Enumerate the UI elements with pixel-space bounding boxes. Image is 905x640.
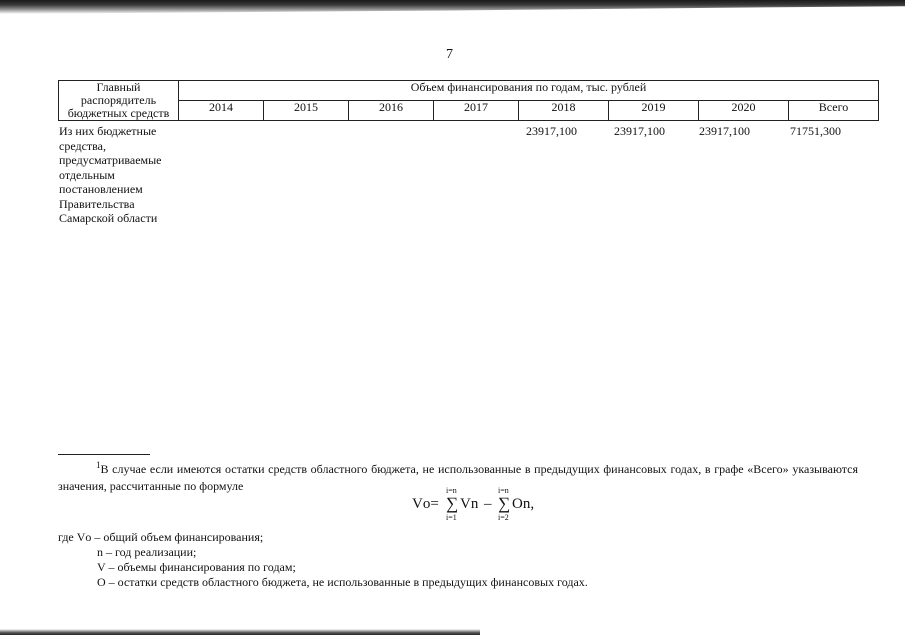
financing-table <box>58 80 879 121</box>
value-2019: 23917,100 <box>614 124 665 138</box>
footnote-mark: 1 <box>96 460 101 470</box>
formula-sigma-icon: ∑ <box>498 494 511 513</box>
header-year-2014: 2014 <box>179 101 264 121</box>
definition-vo: где Vо – общий объем финансирования; <box>58 530 264 544</box>
row-label-budget-funds: Из них бюджетные средства, предусматриваемые отдельным постановлением Правительства Самарской области <box>59 124 162 225</box>
formula-sum2-upper: i=n <box>498 486 509 495</box>
value-total: 71751,300 <box>790 124 841 138</box>
formula-term2: On, <box>512 496 535 512</box>
definition-o: O – остатки средств областного бюджета, не использованные в предыдущих финансовых годах. <box>97 575 588 589</box>
header-financing-by-years: Объем финансирования по годам, тыс. рублей <box>179 81 879 101</box>
definition-n: n – год реализации; <box>97 545 197 559</box>
formula-lhs: Vо= <box>412 496 439 512</box>
formula-sigma-icon: ∑ <box>446 494 459 513</box>
formula-sum2-lower: i=2 <box>498 513 509 522</box>
header-total: Всего <box>789 101 879 121</box>
formula-sum1-upper: i=n <box>446 486 457 495</box>
page-number: 7 <box>446 47 453 62</box>
scan-edge-top <box>0 0 905 14</box>
header-year-2020: 2020 <box>699 101 789 121</box>
formula <box>412 486 562 524</box>
scan-edge-bottom <box>0 629 480 635</box>
header-main-recipient: Главный распорядитель бюджетных средств <box>59 81 179 121</box>
formula-sum1-lower: i=1 <box>446 513 457 522</box>
header-year-2017: 2017 <box>434 101 519 121</box>
formula-term1: Vn <box>460 496 479 512</box>
header-year-2016: 2016 <box>349 101 434 121</box>
header-year-2019: 2019 <box>609 101 699 121</box>
value-2020: 23917,100 <box>699 124 750 138</box>
definition-v: V – объемы финансирования по годам; <box>97 560 296 574</box>
header-year-2018: 2018 <box>519 101 609 121</box>
value-2018: 23917,100 <box>526 124 577 138</box>
header-year-2015: 2015 <box>264 101 349 121</box>
footnote-body: В случае если имеются остатки средств областного бюджета, не использованные в предыдущих финансовых годах, в графе «Всего» указываются значения, рассчитанные по формуле <box>58 462 858 493</box>
footnote-separator <box>58 454 150 455</box>
formula-minus: – <box>484 496 492 512</box>
